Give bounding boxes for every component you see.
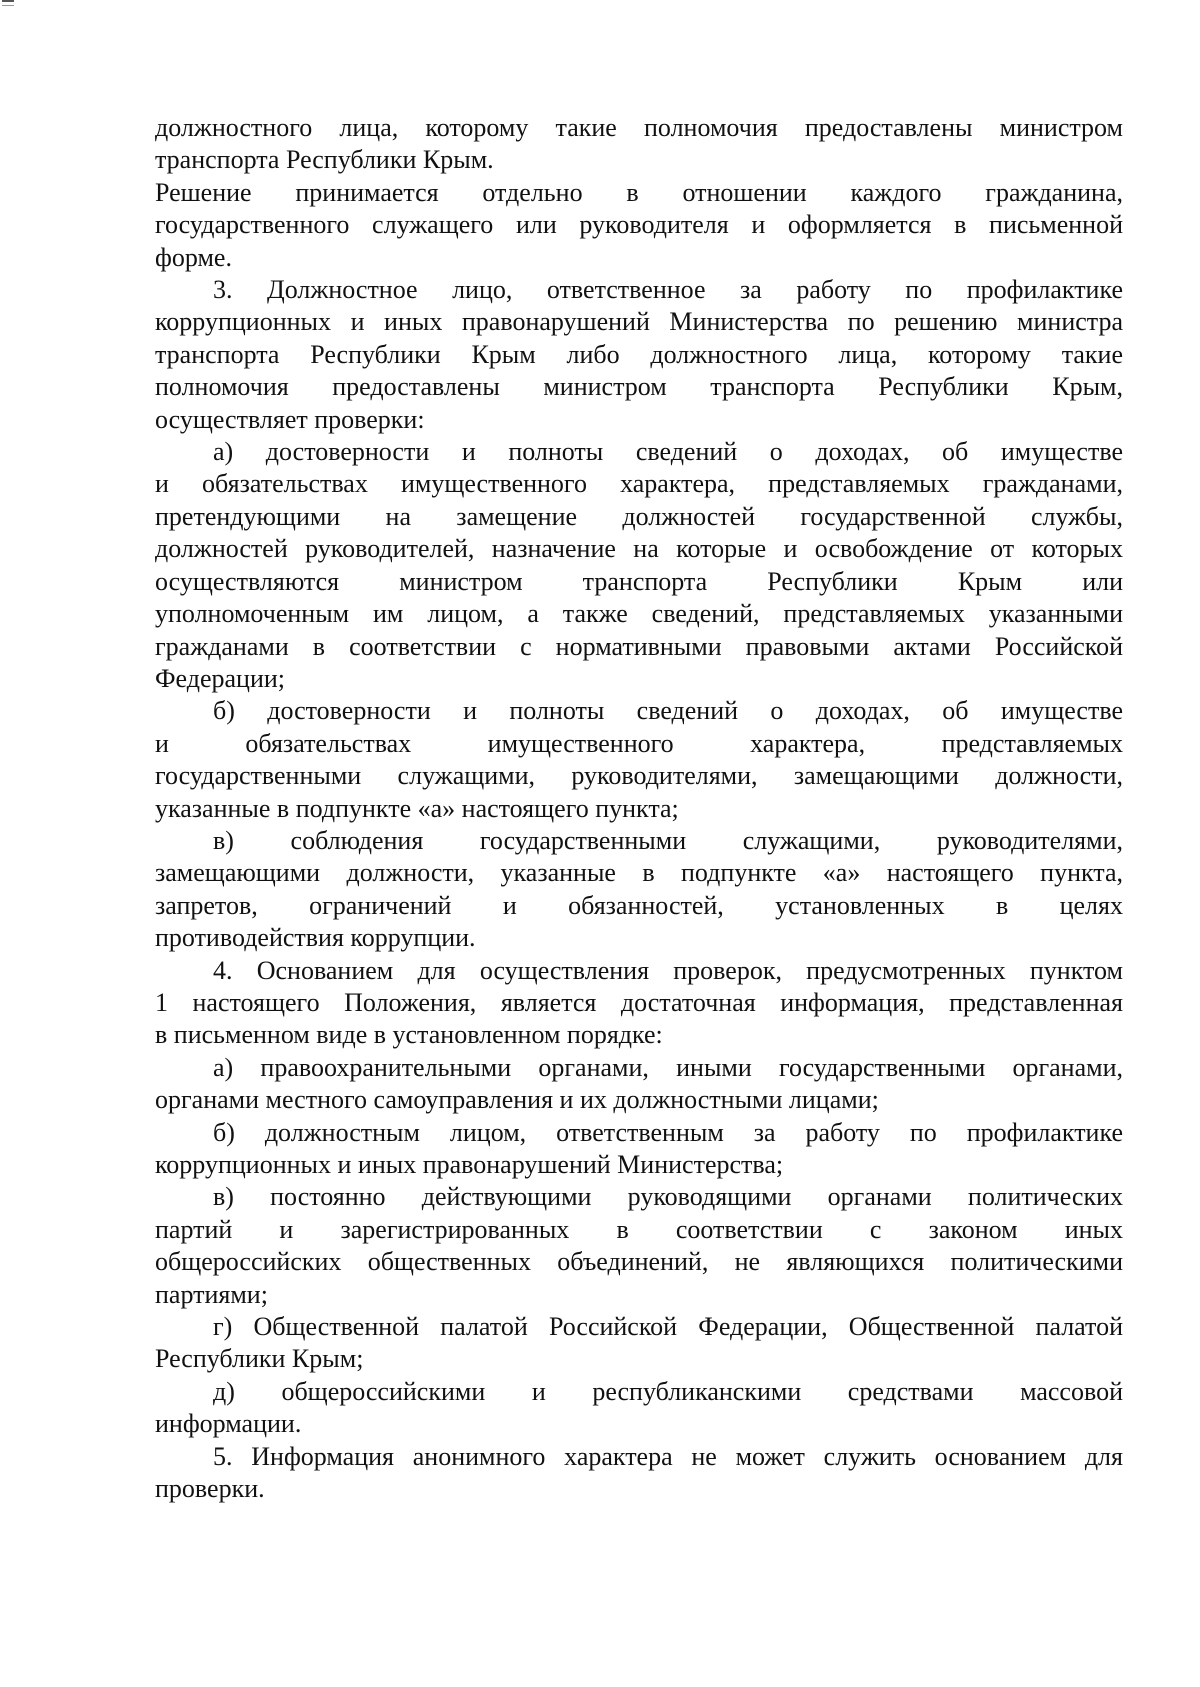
- text-line: в) соблюдения государственными служащими, руководителями,: [213, 825, 1123, 855]
- text-line: замещающими должности, указанные в подпункте «а» настоящего пункта,: [155, 858, 1123, 888]
- text-line: полномочия предоставлены министром транспорта Республики Крым,: [155, 372, 1123, 402]
- text-line: осуществляются министром транспорта Республики Крым или: [155, 566, 1123, 596]
- paragraph: [155, 112, 1123, 177]
- paragraph: [155, 1441, 1123, 1506]
- text-line: общероссийских общественных объединений, не являющихся политическими: [155, 1247, 1123, 1277]
- paragraph: [155, 1052, 1123, 1117]
- text-line: государственными служащими, руководителями, замещающими должности,: [155, 761, 1123, 791]
- paragraph: [155, 1376, 1123, 1441]
- text-line: и обязательствах имущественного характера, представляемых: [155, 728, 1123, 758]
- text-line: б) достоверности и полноты сведений о доходах, об имуществе: [213, 696, 1123, 726]
- paragraph: [155, 1117, 1123, 1182]
- text-line: проверки.: [155, 1474, 265, 1504]
- paragraph: [155, 1181, 1123, 1311]
- text-line: б) должностным лицом, ответственным за работу по профилактике: [213, 1117, 1123, 1147]
- text-line: гражданами в соответствии с нормативными правовыми актами Российской: [155, 631, 1123, 661]
- text-line: 5. Информация анонимного характера не может служить основанием для: [213, 1441, 1123, 1471]
- text-line: 3. Должностное лицо, ответственное за работу по профилактике: [213, 275, 1123, 305]
- paragraph: [155, 274, 1123, 436]
- text-line: государственного служащего или руководителя и оформляется в письменной: [155, 210, 1123, 240]
- text-line: Решение принимается отдельно в отношении каждого гражданина,: [155, 177, 1123, 207]
- text-line: должностей руководителей, назначение на которые и освобождение от которых: [155, 534, 1123, 564]
- text-line: указанные в подпункте «а» настоящего пункта;: [155, 793, 679, 823]
- text-line: запретов, ограничений и обязанностей, установленных в целях: [155, 890, 1123, 920]
- text-line: уполномоченным им лицом, а также сведений, представляемых указанными: [155, 599, 1123, 629]
- text-line: коррупционных и иных правонарушений Министерства;: [155, 1150, 784, 1179]
- text-line: претендующими на замещение должностей государственной службы,: [155, 501, 1123, 531]
- text-line: форме.: [155, 242, 232, 272]
- scan-corner-mark: [2, 0, 14, 6]
- text-line: а) правоохранительными органами, иными государственными органами,: [213, 1052, 1123, 1082]
- text-line: органами местного самоуправления и их должностными лицами;: [155, 1085, 879, 1115]
- text-line: информации.: [155, 1409, 302, 1439]
- text-line: и обязательствах имущественного характера, представляемых гражданами,: [155, 469, 1123, 499]
- text-line: д) общероссийскими и республиканскими средствами массовой: [213, 1376, 1123, 1406]
- document-body: [155, 112, 1123, 1505]
- text-line: 4. Основанием для осуществления проверок, предусмотренных пунктом: [213, 955, 1123, 985]
- text-line: г) Общественной палатой Российской Федерации, Общественной палатой: [213, 1312, 1123, 1342]
- paragraph: [155, 177, 1123, 274]
- text-line: осуществляет проверки:: [155, 404, 425, 434]
- text-line: а) достоверности и полноты сведений о доходах, об имуществе: [213, 437, 1123, 467]
- paragraph: [155, 436, 1123, 695]
- text-line: 1 настоящего Положения, является достаточная информация, представленная: [155, 987, 1123, 1017]
- text-line: Федерации;: [155, 663, 286, 693]
- text-line: партиями;: [155, 1279, 268, 1309]
- text-line: в письменном виде в установленном порядке:: [155, 1020, 663, 1050]
- text-line: транспорта Республики Крым.: [155, 145, 494, 175]
- text-line: должностного лица, которому такие полномочия предоставлены министром: [155, 113, 1123, 142]
- paragraph: [155, 695, 1123, 825]
- text-line: коррупционных и иных правонарушений Министерства по решению министра: [155, 307, 1123, 337]
- text-line: транспорта Республики Крым либо должностного лица, которому такие: [155, 339, 1123, 369]
- text-line: партий и зарегистрированных в соответствии с законом иных: [155, 1214, 1123, 1244]
- paragraph: [155, 955, 1123, 1052]
- paragraph: [155, 1311, 1123, 1376]
- text-line: в) постоянно действующими руководящими органами политических: [213, 1182, 1123, 1212]
- paragraph: [155, 825, 1123, 955]
- text-line: Республики Крым;: [155, 1344, 364, 1374]
- text-line: противодействия коррупции.: [155, 923, 476, 953]
